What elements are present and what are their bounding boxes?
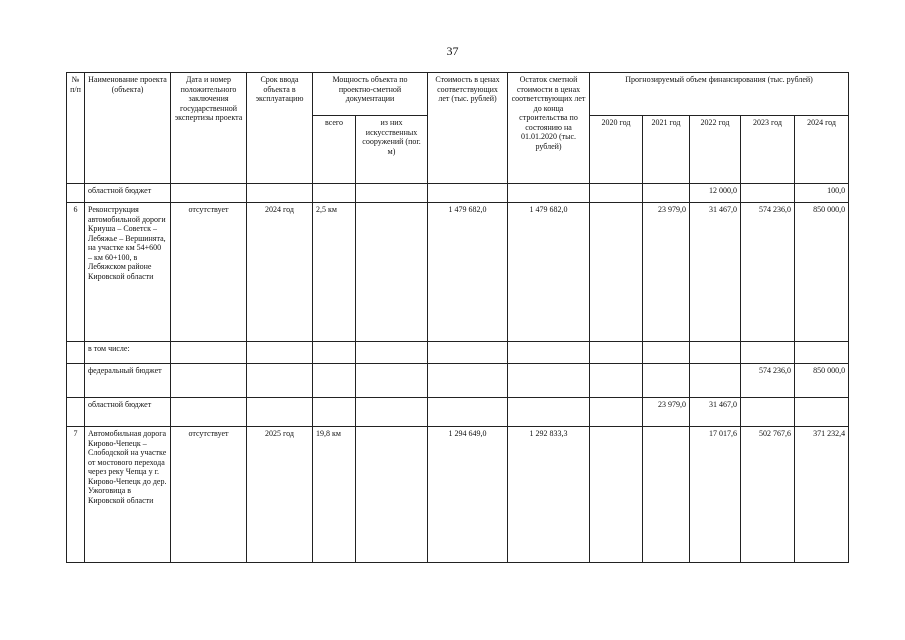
row-y2023: 502 767,6: [741, 427, 795, 563]
row-cost: 1 294 649,0: [428, 427, 508, 563]
header-financing: Прогнозируемый объем финансирования (тыс. рублей): [590, 73, 849, 116]
row-capacity-total: 19,8 км: [313, 427, 356, 563]
row-commission: 2025 год: [247, 427, 313, 563]
row-y2024: 100,0: [795, 184, 849, 203]
table-row: [67, 184, 849, 203]
row-y2022: 12 000,0: [690, 184, 741, 203]
row-num: 7: [67, 427, 85, 563]
header-year-2022: 2022 год: [690, 116, 741, 184]
row-y2021: 23 979,0: [643, 398, 690, 427]
table-row: [67, 398, 849, 427]
row-y2023: 574 236,0: [741, 364, 795, 398]
header-cost: Стоимость в ценах соответствующих лет (тыс. рублей): [428, 73, 508, 184]
header-num: № п/п: [67, 73, 85, 184]
row-name: областной бюджет: [85, 398, 171, 427]
row-commission: 2024 год: [247, 203, 313, 342]
page-number: 37: [446, 44, 459, 58]
row-y2021: 23 979,0: [643, 203, 690, 342]
row-name: областной бюджет: [85, 184, 171, 203]
header-capacity-structures: из них искусственных сооружений (пог. м): [356, 116, 428, 184]
row-y2023: 574 236,0: [741, 203, 795, 342]
row-y2022: 17 017,6: [690, 427, 741, 563]
row-y2024: 850 000,0: [795, 203, 849, 342]
row-capacity-total: 2,5 км: [313, 203, 356, 342]
row-name: в том числе:: [85, 342, 171, 364]
header-name: Наименование проекта (объекта): [85, 73, 171, 184]
row-num: 6: [67, 203, 85, 342]
table-row: [67, 203, 849, 342]
table-row: [67, 364, 849, 398]
header-remaining: Остаток сметной стоимости в ценах соответствующих лет до конца строительства по состоянию на 01.01.2020 (тыс. рублей): [508, 73, 590, 184]
row-remaining: 1 292 833,3: [508, 427, 590, 563]
row-remaining: 1 479 682,0: [508, 203, 590, 342]
header-capacity: Мощность объекта по проектно-сметной документации: [313, 73, 428, 116]
header-commission: Срок ввода объекта в эксплуатацию: [247, 73, 313, 184]
header-year-2023: 2023 год: [741, 116, 795, 184]
header-row-1: [67, 73, 849, 116]
row-expertise: отсутствует: [171, 203, 247, 342]
row-name: Автомобильная дорога Кирово-Чепецк – Слободской на участке от мостового перехода через реку Чепца у г. Кирово-Чепецк до дер. Ужоговица в Кировской области: [85, 427, 171, 563]
header-capacity-total: всего: [313, 116, 356, 184]
header-expertise: Дата и номер положительного заключения государственной экспертизы проекта: [171, 73, 247, 184]
row-y2024: 850 000,0: [795, 364, 849, 398]
header-year-2024: 2024 год: [795, 116, 849, 184]
table-row: [67, 427, 849, 563]
row-expertise: отсутствует: [171, 427, 247, 563]
investment-table: [66, 72, 849, 563]
table-row: [67, 342, 849, 364]
row-y2022: 31 467,0: [690, 398, 741, 427]
header-year-2021: 2021 год: [643, 116, 690, 184]
header-year-2020: 2020 год: [590, 116, 643, 184]
row-cost: 1 479 682,0: [428, 203, 508, 342]
row-y2022: 31 467,0: [690, 203, 741, 342]
row-name: Реконструкция автомобильной дороги Криуша – Советск – Лебяжье – Вершинята, на участке км 54+600 – км 60+100, в Лебяжском районе Кировской области: [85, 203, 171, 342]
row-name: федеральный бюджет: [85, 364, 171, 398]
row-y2024: 371 232,4: [795, 427, 849, 563]
